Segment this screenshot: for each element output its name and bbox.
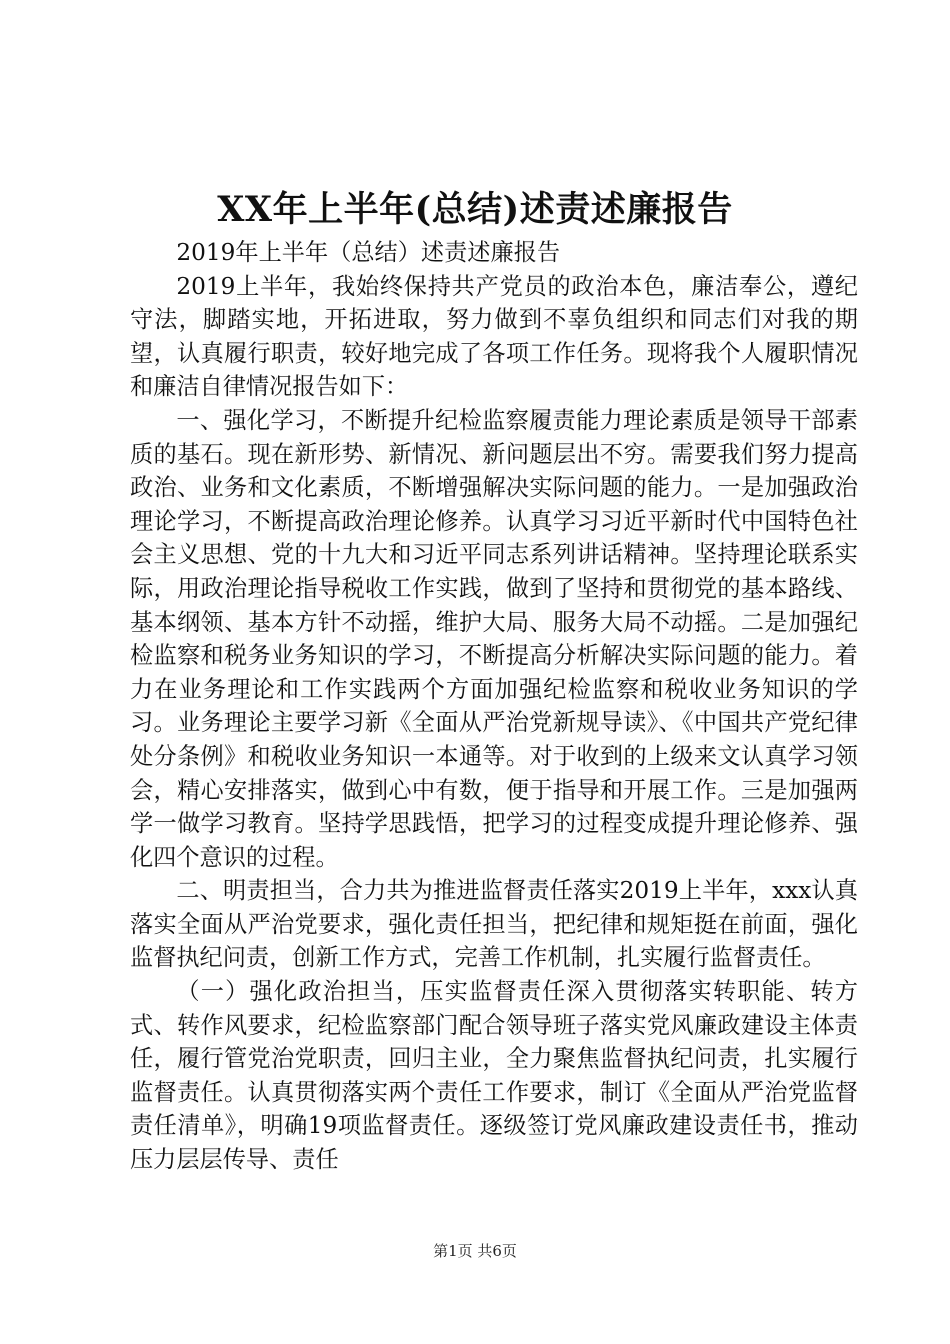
intro-paragraph: 2019上半年，我始终保持共产党员的政治本色，廉洁奉公，遵纪守法，脚踏实地，开拓进取，努力做到不辜负组织和同志们对我的期望，认真履行职责，较好地完成了各项工作任务。现将我个人履职情况和廉洁自律情况报告如下： — [130, 272, 858, 401]
section-two-paragraph: 二、明责担当，合力共为推进监督责任落实2019上半年，xxx认真落实全面从严治党要求，强化责任担当，把纪律和规矩挺在前面，强化监督执纪问责，创新工作方式，完善工作机制，扎实履行监督责任。 — [130, 877, 858, 972]
subtitle-paragraph: 2019年上半年（总结）述责述廉报告 — [176, 239, 561, 266]
document-body — [130, 236, 858, 1177]
page-footer: 第1页 共6页 — [433, 1242, 517, 1260]
document-title: XX年上半年(总结)述责述廉报告 — [217, 189, 733, 230]
subsection-one-paragraph: （一）强化政治担当，压实监督责任深入贯彻落实转职能、转方式、转作风要求，纪检监察部门配合领导班子落实党风廉政建设主体责任，履行管党治党职责，回归主业，全力聚焦监督执纪问责，扎实履行监督责任。认真贯彻落实两个责任工作要求，制订《全面从严治党监督责任清单》，明确19项监督责任。逐级签订党风廉政建设责任书，推动压力层层传导、责任 — [130, 978, 858, 1174]
section-one-paragraph: 一、强化学习，不断提升纪检监察履责能力理论素质是领导干部素质的基石。现在新形势、新情况、新问题层出不穷。需要我们努力提高政治、业务和文化素质，不断增强解决实际问题的能力。一是加强政治理论学习，不断提高政治理论修养。认真学习习近平新时代中国特色社会主义思想、党的十九大和习近平同志系列讲话精神。坚持理论联系实际，用政治理论指导税收工作实践，做到了坚持和贯彻党的基本路线、基本纲领、基本方针不动摇，维护大局、服务大局不动摇。二是加强纪检监察和税务业务知识的学习，不断提高分析解决实际问题的能力。着力在业务理论和工作实践两个方面加强纪检监察和税收业务知识的学习。业务理论主要学习新《全面从严治党新规导读》、《中国共产党纪律处分条例》和税收业务知识一本通等。对于收到的上级来文认真学习领会，精心安排落实，做到心中有数，便于指导和开展工作。三是加强两学一做学习教育。坚持学思践悟，把学习的过程变成提升理论修养、强化四个意识的过程。 — [130, 406, 858, 871]
